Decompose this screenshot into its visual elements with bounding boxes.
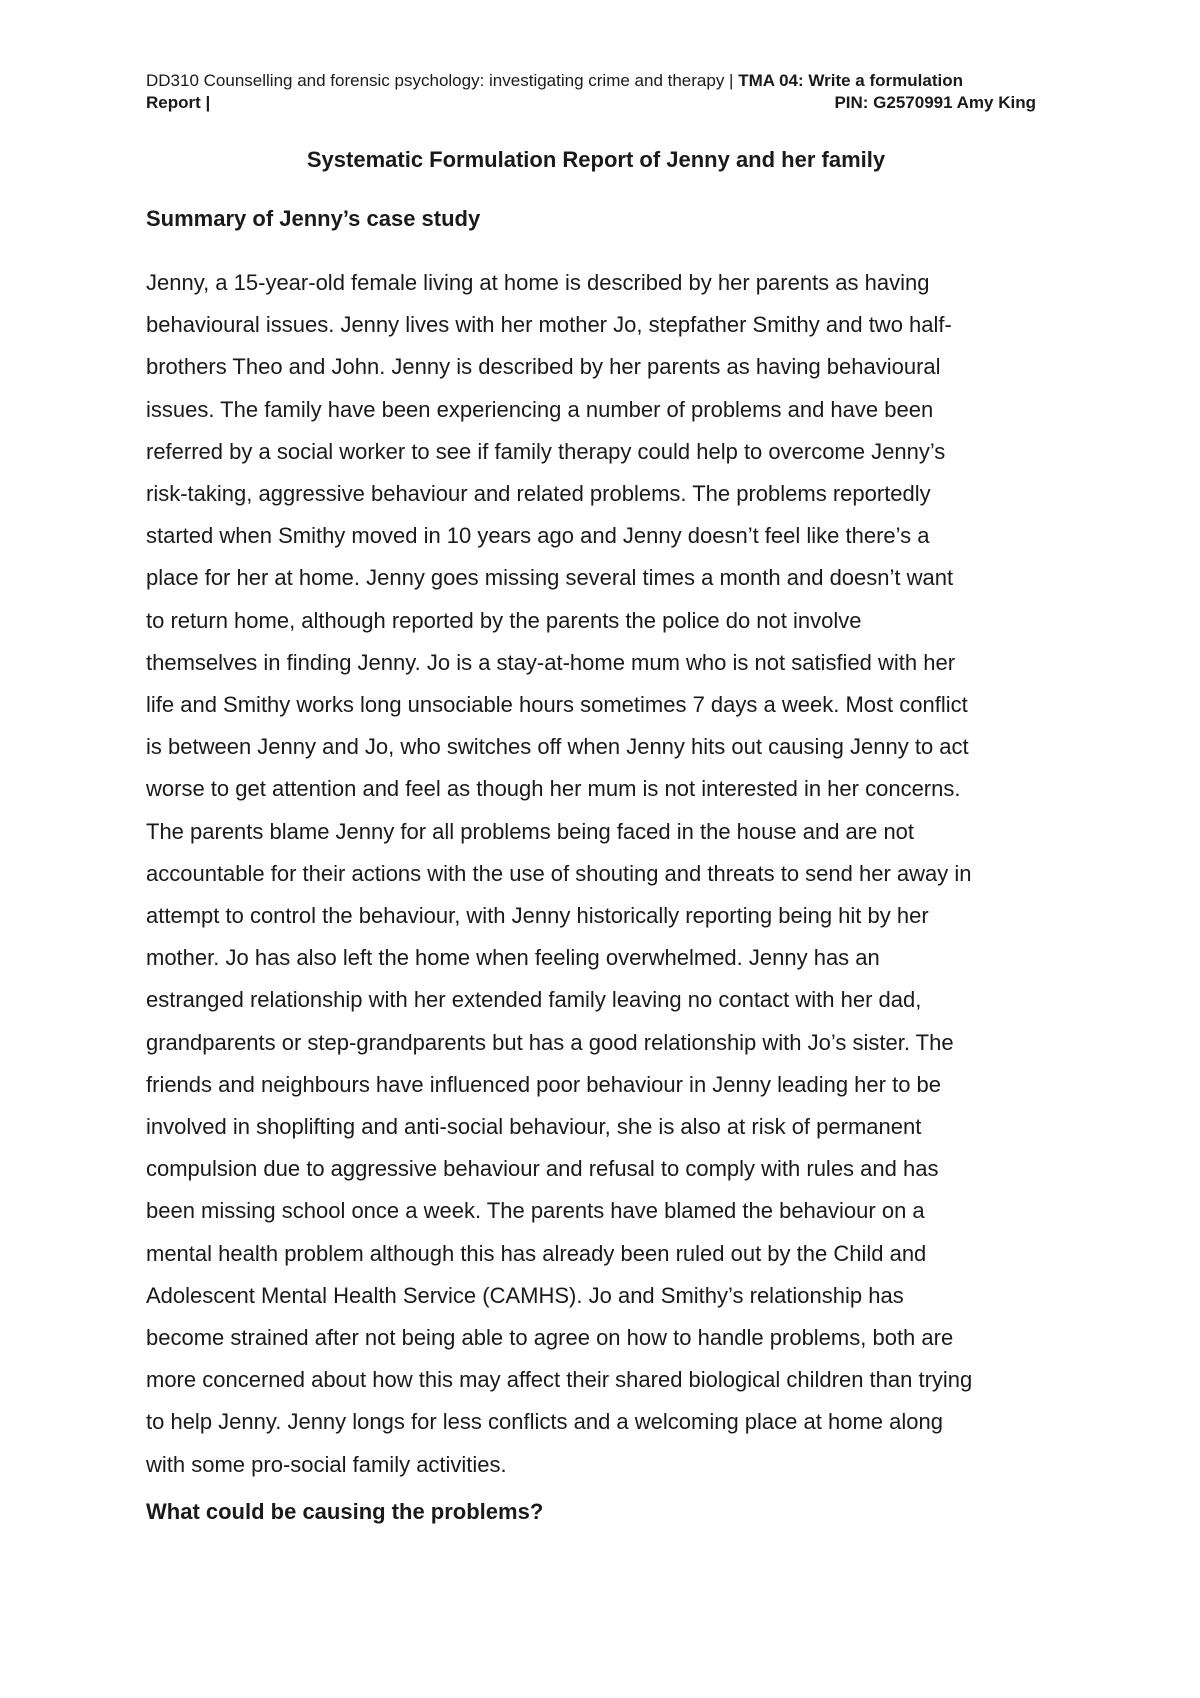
paragraph-line: worse to get attention and feel as though her mum is not interested in her concerns.	[146, 776, 961, 802]
paragraph-line: more concerned about how this may affect their shared biological children than trying	[146, 1367, 973, 1393]
paragraph-line: themselves in finding Jenny. Jo is a stay-at-home mum who is not satisfied with her	[146, 649, 956, 675]
paragraph-line: life and Smithy works long unsociable hours sometimes 7 days a week. Most conflict	[146, 692, 968, 718]
paragraph-line: estranged relationship with her extended family leaving no contact with her dad,	[146, 987, 922, 1013]
section-heading-summary: Summary of Jenny’s case study	[146, 206, 481, 231]
page-header	[146, 70, 1036, 114]
paragraph-line: compulsion due to aggressive behaviour and refusal to comply with rules and has	[146, 1156, 939, 1182]
paragraph-line: Jenny, a 15-year-old female living at home is described by her parents as having	[146, 270, 930, 295]
paragraph-line: Adolescent Mental Health Service (CAMHS). Jo and Smithy’s relationship has	[146, 1282, 904, 1308]
paragraph-line: place for her at home. Jenny goes missing several times a month and doesn’t want	[146, 565, 954, 591]
paragraph-line: referred by a social worker to see if family therapy could help to overcome Jenny’s	[146, 438, 946, 464]
paragraph-line: involved in shoplifting and anti-social behaviour, she is also at risk of permanent	[146, 1114, 922, 1140]
paragraph-line: brothers Theo and John. Jenny is described by her parents as having behavioural	[146, 354, 941, 380]
paragraph-line: grandparents or step-grandparents but has a good relationship with Jo’s sister. The	[146, 1029, 954, 1055]
document-title: Systematic Formulation Report of Jenny and her family	[306, 147, 886, 172]
header-assignment: TMA 04: Write a formulation	[738, 71, 963, 90]
paragraph-line: The parents blame Jenny for all problems being faced in the house and are not	[146, 818, 915, 844]
paragraph-line: mental health problem although this has already been ruled out by the Child and	[146, 1240, 927, 1266]
paragraph-line: accountable for their actions with the use of shouting and threats to send her away in	[146, 860, 972, 886]
header-line-2	[146, 92, 1036, 114]
header-report-label: Report |	[146, 93, 211, 112]
paragraph-line: started when Smithy moved in 10 years ago and Jenny doesn’t feel like there’s a	[146, 523, 930, 549]
paragraph-line: to help Jenny. Jenny longs for less conflicts and a welcoming place at home along	[146, 1409, 943, 1435]
header-pin: PIN: G2570991 Amy King	[834, 93, 1036, 112]
header-line-1	[146, 70, 1036, 92]
paragraph-line: mother. Jo has also left the home when feeling overwhelmed. Jenny has an	[146, 945, 880, 971]
paragraph-line: behavioural issues. Jenny lives with her mother Jo, stepfather Smithy and two half-	[146, 312, 952, 338]
section-heading-causes: What could be causing the problems?	[146, 1499, 544, 1524]
paragraph-line: risk-taking, aggressive behaviour and related problems. The problems reportedly	[146, 481, 931, 507]
paragraph-line: issues. The family have been experiencing a number of problems and have been	[146, 396, 934, 422]
header-course: DD310 Counselling and forensic psychology: investigating crime and therapy |	[146, 71, 739, 90]
paragraph-line: to return home, although reported by the parents the police do not involve	[146, 607, 862, 633]
paragraph-line: become strained after not being able to agree on how to handle problems, both are	[146, 1325, 954, 1351]
paragraph-line: attempt to control the behaviour, with Jenny historically reporting being hit by her	[146, 903, 929, 929]
paragraph-line: is between Jenny and Jo, who switches off when Jenny hits out causing Jenny to act	[146, 734, 969, 760]
paragraph-line: friends and neighbours have influenced poor behaviour in Jenny leading her to be	[146, 1071, 942, 1097]
paragraph-line: with some pro-social family activities.	[146, 1451, 507, 1477]
paragraph-line: been missing school once a week. The parents have blamed the behaviour on a	[146, 1198, 925, 1224]
summary-paragraph	[146, 262, 1086, 1486]
